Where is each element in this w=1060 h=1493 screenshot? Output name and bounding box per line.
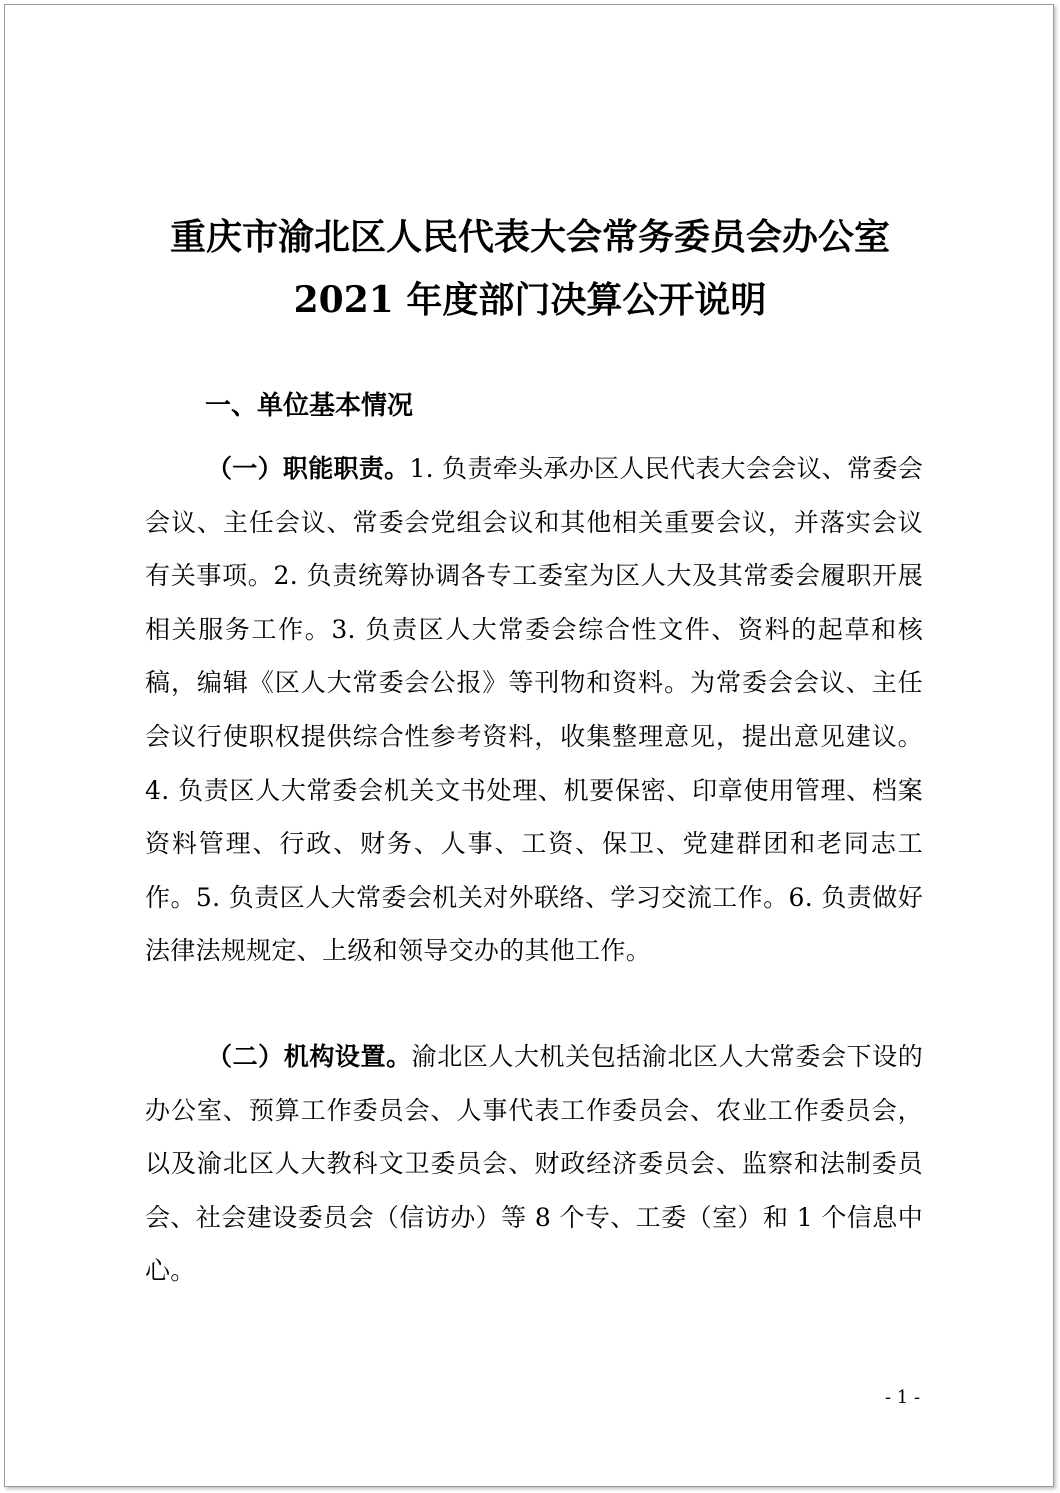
document-title-line-1: 重庆市渝北区人民代表大会常务委员会办公室 [169,216,890,258]
paragraph-organization-body: 渝北区人大机关包括渝北区人大常委会下设的办公室、预算工作委员会、人事代表工作委员会、农业工作委员会，以及渝北区人大教科文卫委员会、财政经济委员会、监察和法制委员会、社会建设委员会（信访办）等 8 个专、工委（室）和 1 个信息中心。 [145,1042,923,1286]
document-title-line-2: 2021 年度部门决算公开说明 [293,279,767,321]
paragraph-duties-lead: （一）职能职责。 [207,454,410,483]
paragraph-organization [145,1030,923,1298]
page-number: - 1 - [885,1387,921,1408]
section-heading-basic-info: 一、单位基本情况 [205,391,414,421]
paragraph-organization-lead: （二）机构设置。 [207,1042,412,1071]
paragraph-duties-body: 1. 负责牵头承办区人民代表大会会议、常委会会议、主任会议、常委会党组会议和其他相关重要会议，并落实会议有关事项。2. 负责统筹协调各专工委室为区人大及其常委会履职开展相关服务工作。3. 负责区人大常委会综合性文件、资料的起草和核稿，编辑《区人大常委会公报》等刊物和资料。为常委会会议、主任会议行使职权提供综合性参考资料，收集整理意见，提出意见建议。4. 负责区人大常委会机关文书处理、机要保密、印章使用管理、档案资料管理、行政、财务、人事、工资、保卫、党建群团和老同志工作。5. 负责区人大常委会机关对外联络、学习交流工作。6. 负责做好法律法规规定、上级和领导交办的其他工作。 [145,454,924,966]
paragraph-duties [145,442,923,978]
document-page [4,4,1054,1487]
